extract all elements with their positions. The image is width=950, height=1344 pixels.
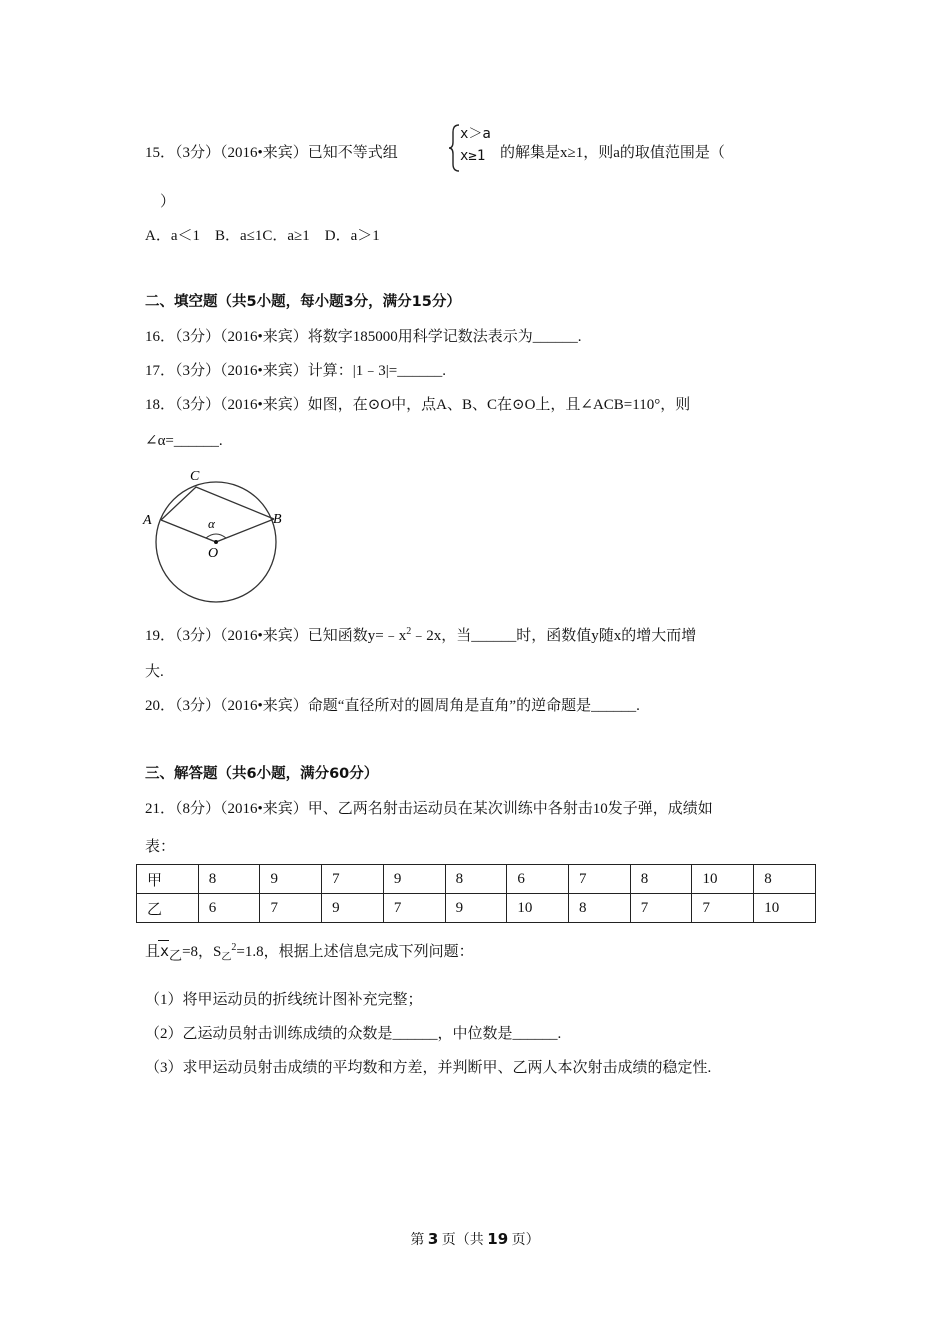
q19-pre: 19．（3分）（2016•来宾）已知函数y=﹣x [145,628,407,644]
cond-sup2: 2 [231,942,237,953]
table-cell: 7 [260,894,322,923]
table-cell: 9 [383,865,445,894]
table-row-yi [137,894,816,923]
q15-options: A．a＜1 B．a≤1C．a≥1 D．a＞1 [145,228,380,244]
table-cell: 7 [569,865,631,894]
table-cell: 7 [322,865,384,894]
table-cell: 9 [322,894,384,923]
table-cell: 8 [630,865,692,894]
q21-sub2: （2）乙运动员射击训练成绩的众数是______，中位数是______. [145,1026,562,1042]
center-point [214,540,218,544]
table-cell: 9 [260,865,322,894]
section3-heading: 三、解答题（共6小题，满分60分） [145,766,379,782]
label-alpha: α [208,516,215,531]
cond-post: =1.8，根据上述信息完成下列问题： [236,944,474,960]
table-cell: 10 [692,865,754,894]
q15-suffix: 的解集是x≥1，则a的取值范围是（ [500,145,725,161]
circle-figure [140,462,300,610]
label-c: C [190,469,200,484]
cond-sub: 乙 [169,948,183,963]
footer-total-pages: 19 [487,1230,509,1248]
table-cell: 8 [754,865,816,894]
table-row-jia [137,865,816,894]
q21-condition [145,940,474,964]
cond-mid: =8，S [182,944,222,960]
q21-line1: 21．（8分）（2016•来宾）甲、乙两名射击运动员在某次训练中各射击10发子弹，成绩如 [145,801,713,817]
footer-page-number: 3 [427,1230,439,1248]
q19-line1 [145,624,696,645]
table-cell: 7 [383,894,445,923]
radii-aob [161,519,274,542]
table-cell: 10 [507,894,569,923]
system-line-2: x≥1 [460,148,486,164]
table-cell: 8 [569,894,631,923]
q16: 16．（3分）（2016•来宾）将数字185000用科学记数法表示为______. [145,329,582,345]
q17: 17．（3分）（2016•来宾）计算：|1﹣3|=______. [145,363,446,379]
label-o: O [208,546,219,561]
footer-pre: 第 [410,1233,425,1248]
cond-sub2: 乙 [221,952,232,963]
table-cell: 10 [754,894,816,923]
table-cell: 甲 [137,865,199,894]
x-bar-symbol: x [160,942,170,960]
q21-sub1: （1）将甲运动员的折线统计图补充完整； [145,992,423,1008]
q15-prefix: 15．（3分）（2016•来宾）已知不等式组 [145,145,398,161]
table-cell: 6 [198,894,260,923]
q18-line1: 18．（3分）（2016•来宾）如图，在⊙O中，点A、B、C在⊙O上，且∠ACB=110°，则 [145,397,691,413]
table-cell: 8 [198,865,260,894]
q20: 20．（3分）（2016•来宾）命题“直径所对的圆周角是直角”的逆命题是______. [145,698,640,714]
footer-mid: 页（共 [441,1233,484,1248]
system-line-1: x＞a [460,126,491,142]
q19-line2: 大. [145,664,164,680]
q18-line2: ∠α=______. [145,433,223,449]
table-cell: 乙 [137,894,199,923]
label-b: B [273,512,282,527]
score-table [136,864,816,923]
q21-line2: 表： [145,839,176,855]
page-footer [0,1229,950,1249]
q15-close-paren: ） [160,194,176,210]
label-a: A [143,513,152,528]
q19-post: ﹣2x，当______时，函数值y随x的增大而增 [411,628,697,644]
angle-arc [206,534,226,538]
section2-heading: 二、填空题（共5小题，每小题3分，满分15分） [145,294,461,310]
chord-acb [161,487,274,520]
cond-pre: 且 [145,944,161,960]
table-cell: 6 [507,865,569,894]
q21-sub3: （3）求甲运动员射击成绩的平均数和方差，并判断甲、乙两人本次射击成绩的稳定性. [145,1060,712,1076]
inequality-system [448,123,506,173]
q19-sup: 2 [406,626,412,637]
table-cell: 9 [445,894,507,923]
table-cell: 7 [692,894,754,923]
table-cell: 8 [445,865,507,894]
table-cell: 7 [630,894,692,923]
footer-post: 页） [511,1233,540,1248]
